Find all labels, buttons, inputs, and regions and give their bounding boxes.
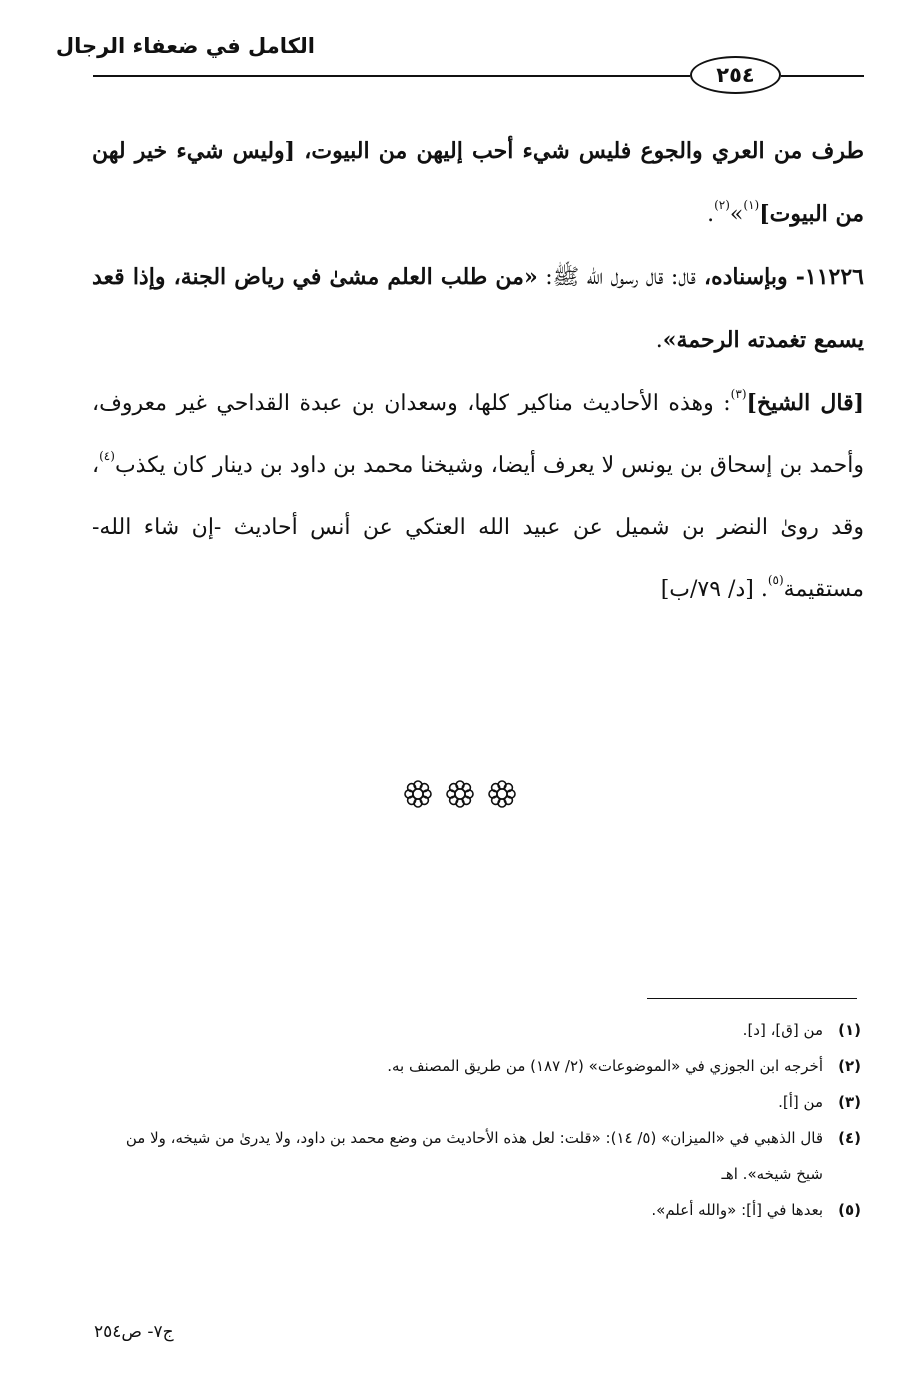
- running-title: الكامل في ضعفاء الرجال: [55, 34, 315, 58]
- footnote-text: أخرجه ابن الجوزي في «الموضوعات» (٢/ ١٨٧) من طريق المصنف به.: [387, 1057, 823, 1075]
- quote-close: »: [729, 202, 744, 227]
- hadith-number: ١١٢٢٦-: [787, 264, 864, 290]
- para2-end: .: [655, 328, 663, 353]
- ornament-separator: [400, 777, 520, 811]
- paragraph-1: [92, 120, 864, 246]
- footnote-number: (٥): [838, 1201, 861, 1219]
- flower-ornament-icon: [403, 779, 433, 809]
- footnotes: [96, 1012, 861, 1228]
- footnote-5: [96, 1192, 861, 1228]
- footnote-divider: [647, 998, 857, 999]
- footnote-ref-3: (٣): [730, 387, 747, 401]
- footnote-number: (٣): [838, 1093, 861, 1111]
- footnote-ref-2: (٢): [714, 198, 730, 212]
- para3-text-3: . [د/ ٧٩/ب]: [660, 577, 768, 602]
- footnote-text: من [ق]، [د].: [742, 1021, 823, 1039]
- footnote-ref-4: (٤): [99, 449, 115, 463]
- footnote-text: من [أ].: [778, 1093, 823, 1111]
- main-text: [92, 120, 864, 621]
- page-number: ٢٥٤: [716, 63, 755, 87]
- footnote-text: بعدها في [أ]: «والله أعلم».: [651, 1201, 823, 1219]
- page-number-badge: [690, 56, 781, 94]
- paragraph-2: [92, 246, 864, 372]
- footnote-number: (٤): [838, 1129, 861, 1147]
- footnote-4: [96, 1120, 861, 1192]
- footnote-3: [96, 1084, 861, 1120]
- flower-ornament-icon: [445, 779, 475, 809]
- para3-text-2: ، وقد رویٰ النضر بن شميل عن عبيد الله العتكي عن أنس أحاديث -إن شاء الله- مستقيمة: [92, 453, 864, 602]
- chain-phrase: وبإسناده،: [695, 264, 788, 290]
- footnote-number: (١): [838, 1021, 861, 1039]
- hadith-text: «من طلب العلم مشىٰ في رياض الجنة، وإذا قعد يسمع تغمدته الرحمة»: [92, 264, 864, 353]
- footnote-ref-1: (١): [743, 198, 760, 212]
- header-rule-right: [781, 75, 864, 77]
- header-rule-left: [93, 75, 690, 77]
- footnote-ref-5: (٥): [767, 573, 784, 587]
- flower-ornament-icon: [487, 779, 517, 809]
- paragraph-3: [92, 372, 864, 621]
- para3-text-1: : وهذه الأحاديث مناكير كلها، وسعدان بن عبدة القداحي غير معروف، وأحمد بن إسحاق بن يونس لا يعرف أيضا، وشيخنا محمد بن داود بن دينار كان يكذب: [92, 391, 864, 478]
- footnote-2: [96, 1048, 861, 1084]
- footnote-1: [96, 1012, 861, 1048]
- footnote-text: قال الذهبي في «الميزان» (٥/ ١٤): «قلت: لعل هذه الأحاديث من وضع محمد بن داود، ولا يدرىٰ من شيخه، ولا من شيخ شيخه». اهـ: [125, 1129, 823, 1183]
- volume-page-reference: ج٧- ص٢٥٤: [94, 1322, 174, 1342]
- para1-end: .: [707, 202, 715, 227]
- narration-intro: قال: قال رسول الله ﷺ:: [537, 265, 696, 290]
- para1-text: طرف من العري والجوع فليس شيء أحب إليهن من البيوت، [وليس شيء خير لهن من البيوت]: [92, 138, 864, 227]
- sheikh-label: [قال الشيخ]: [746, 390, 864, 416]
- footnote-number: (٢): [838, 1057, 861, 1075]
